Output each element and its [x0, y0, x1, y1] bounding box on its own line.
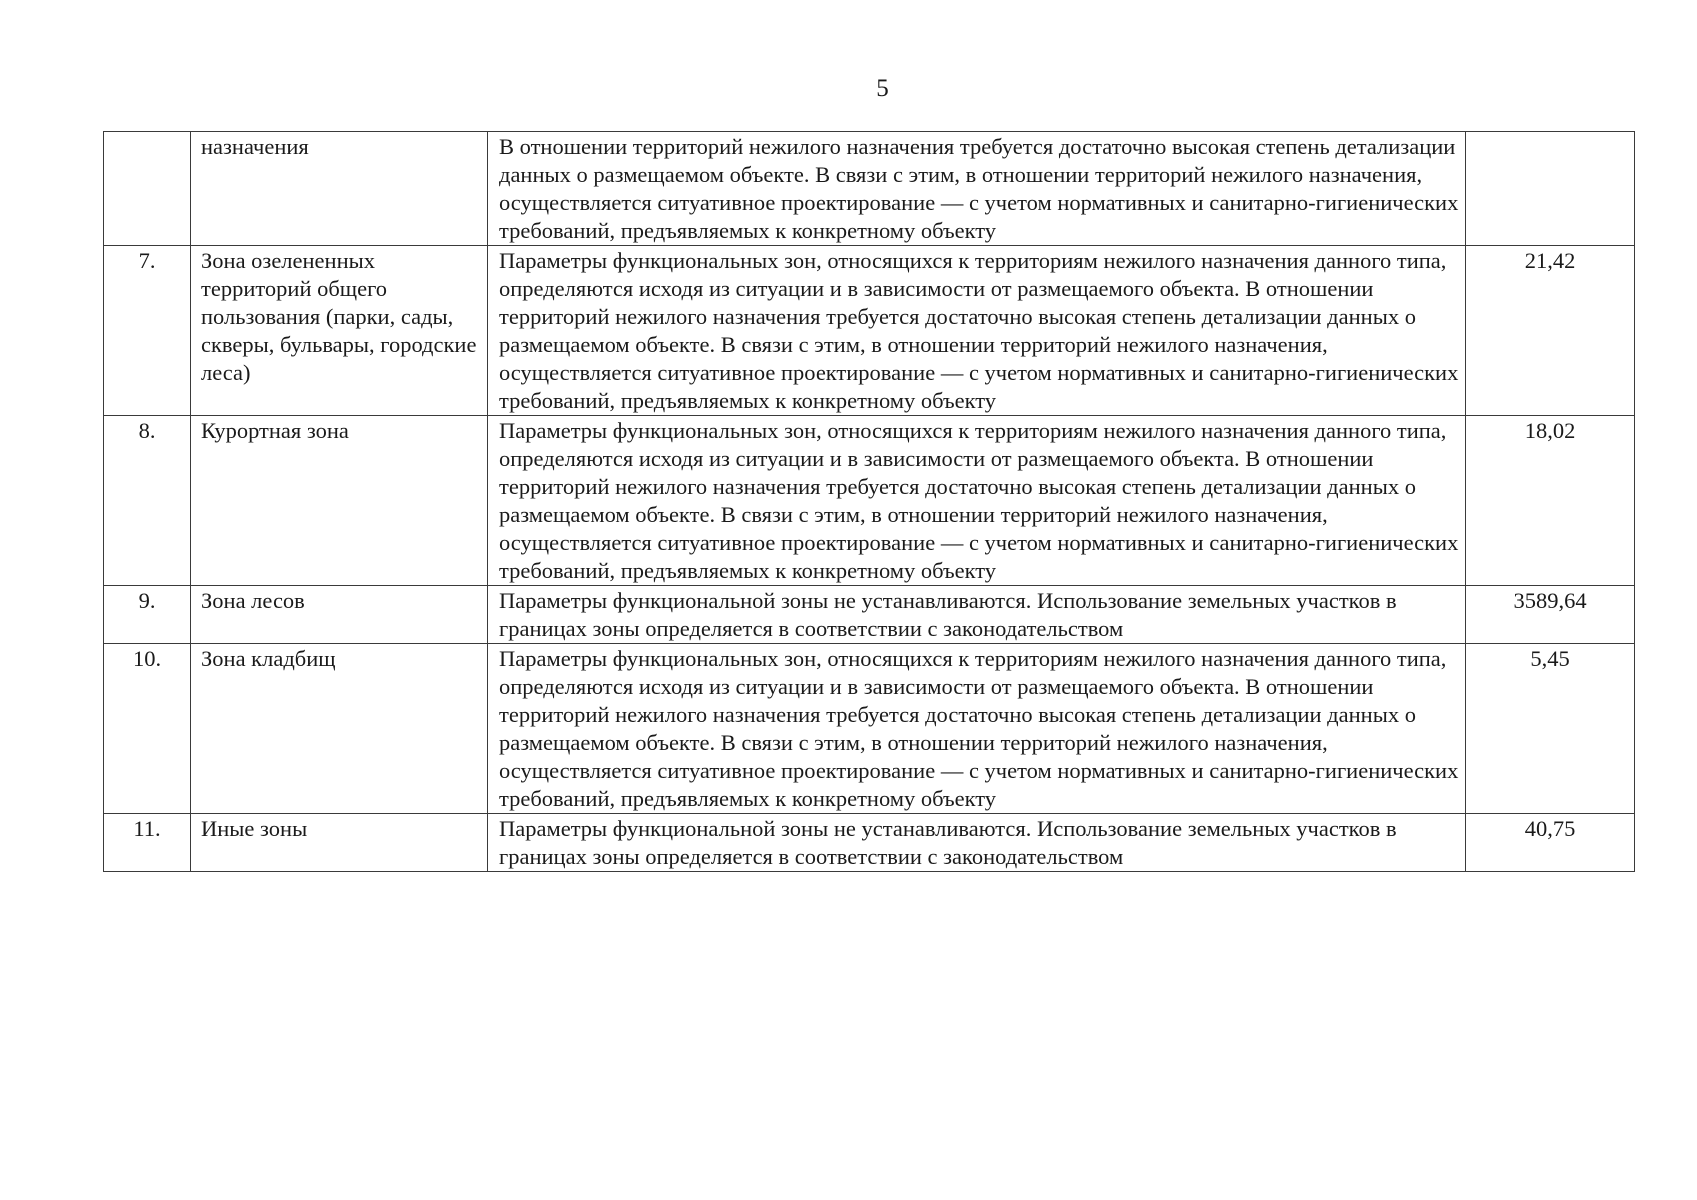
zone-name: Зона лесов	[191, 586, 488, 644]
row-number	[104, 132, 191, 246]
table-row	[104, 586, 1635, 644]
zone-parameters: Параметры функциональных зон, относящихся к территориям нежилого назначения данного типа, определяются исходя из ситуации и в зависимости от размещаемого объекта. В отношении территорий нежилого назначения требуется достаточно высокая степень детализации данных о размещаемом объекте. В связи с этим, в отношении территорий нежилого назначения, осуществляется ситуативное проектирование — с учетом нормативных и санитарно-гигиенических требований, предъявляемых к конкретному объекту	[488, 246, 1466, 416]
table-row	[104, 246, 1635, 416]
row-number: 8.	[104, 416, 191, 586]
zone-name: Зона кладбищ	[191, 644, 488, 814]
zone-parameters: Параметры функциональной зоны не устанавливаются. Использование земельных участков в границах зоны определяется в соответствии с законодательством	[488, 814, 1466, 872]
zone-area	[1466, 132, 1635, 246]
row-number: 9.	[104, 586, 191, 644]
row-number: 7.	[104, 246, 191, 416]
row-number: 11.	[104, 814, 191, 872]
zone-name: назначения	[191, 132, 488, 246]
zone-parameters: Параметры функциональной зоны не устанавливаются. Использование земельных участков в границах зоны определяется в соответствии с законодательством	[488, 586, 1466, 644]
table-row	[104, 814, 1635, 872]
zone-name: Курортная зона	[191, 416, 488, 586]
table-row	[104, 416, 1635, 586]
zone-parameters: Параметры функциональных зон, относящихся к территориям нежилого назначения данного типа, определяются исходя из ситуации и в зависимости от размещаемого объекта. В отношении территорий нежилого назначения требуется достаточно высокая степень детализации данных о размещаемом объекте. В связи с этим, в отношении территорий нежилого назначения, осуществляется ситуативное проектирование — с учетом нормативных и санитарно-гигиенических требований, предъявляемых к конкретному объекту	[488, 644, 1466, 814]
zone-area: 3589,64	[1466, 586, 1635, 644]
page-number: 5	[876, 75, 889, 102]
table-row	[104, 644, 1635, 814]
zone-area: 18,02	[1466, 416, 1635, 586]
functional-zones-table	[103, 131, 1635, 872]
table-row	[104, 132, 1635, 246]
zone-name: Зона озелененных территорий общего пользования (парки, сады, скверы, бульвары, городские леса)	[191, 246, 488, 416]
zone-parameters: Параметры функциональных зон, относящихся к территориям нежилого назначения данного типа, определяются исходя из ситуации и в зависимости от размещаемого объекта. В отношении территорий нежилого назначения требуется достаточно высокая степень детализации данных о размещаемом объекте. В связи с этим, в отношении территорий нежилого назначения, осуществляется ситуативное проектирование — с учетом нормативных и санитарно-гигиенических требований, предъявляемых к конкретному объекту	[488, 416, 1466, 586]
zone-area: 5,45	[1466, 644, 1635, 814]
zone-area: 21,42	[1466, 246, 1635, 416]
zone-parameters: В отношении территорий нежилого назначения требуется достаточно высокая степень детализации данных о размещаемом объекте. В связи с этим, в отношении территорий нежилого назначения, осуществляется ситуативное проектирование — с учетом нормативных и санитарно-гигиенических требований, предъявляемых к конкретному объекту	[488, 132, 1466, 246]
zone-area: 40,75	[1466, 814, 1635, 872]
row-number: 10.	[104, 644, 191, 814]
zone-name: Иные зоны	[191, 814, 488, 872]
